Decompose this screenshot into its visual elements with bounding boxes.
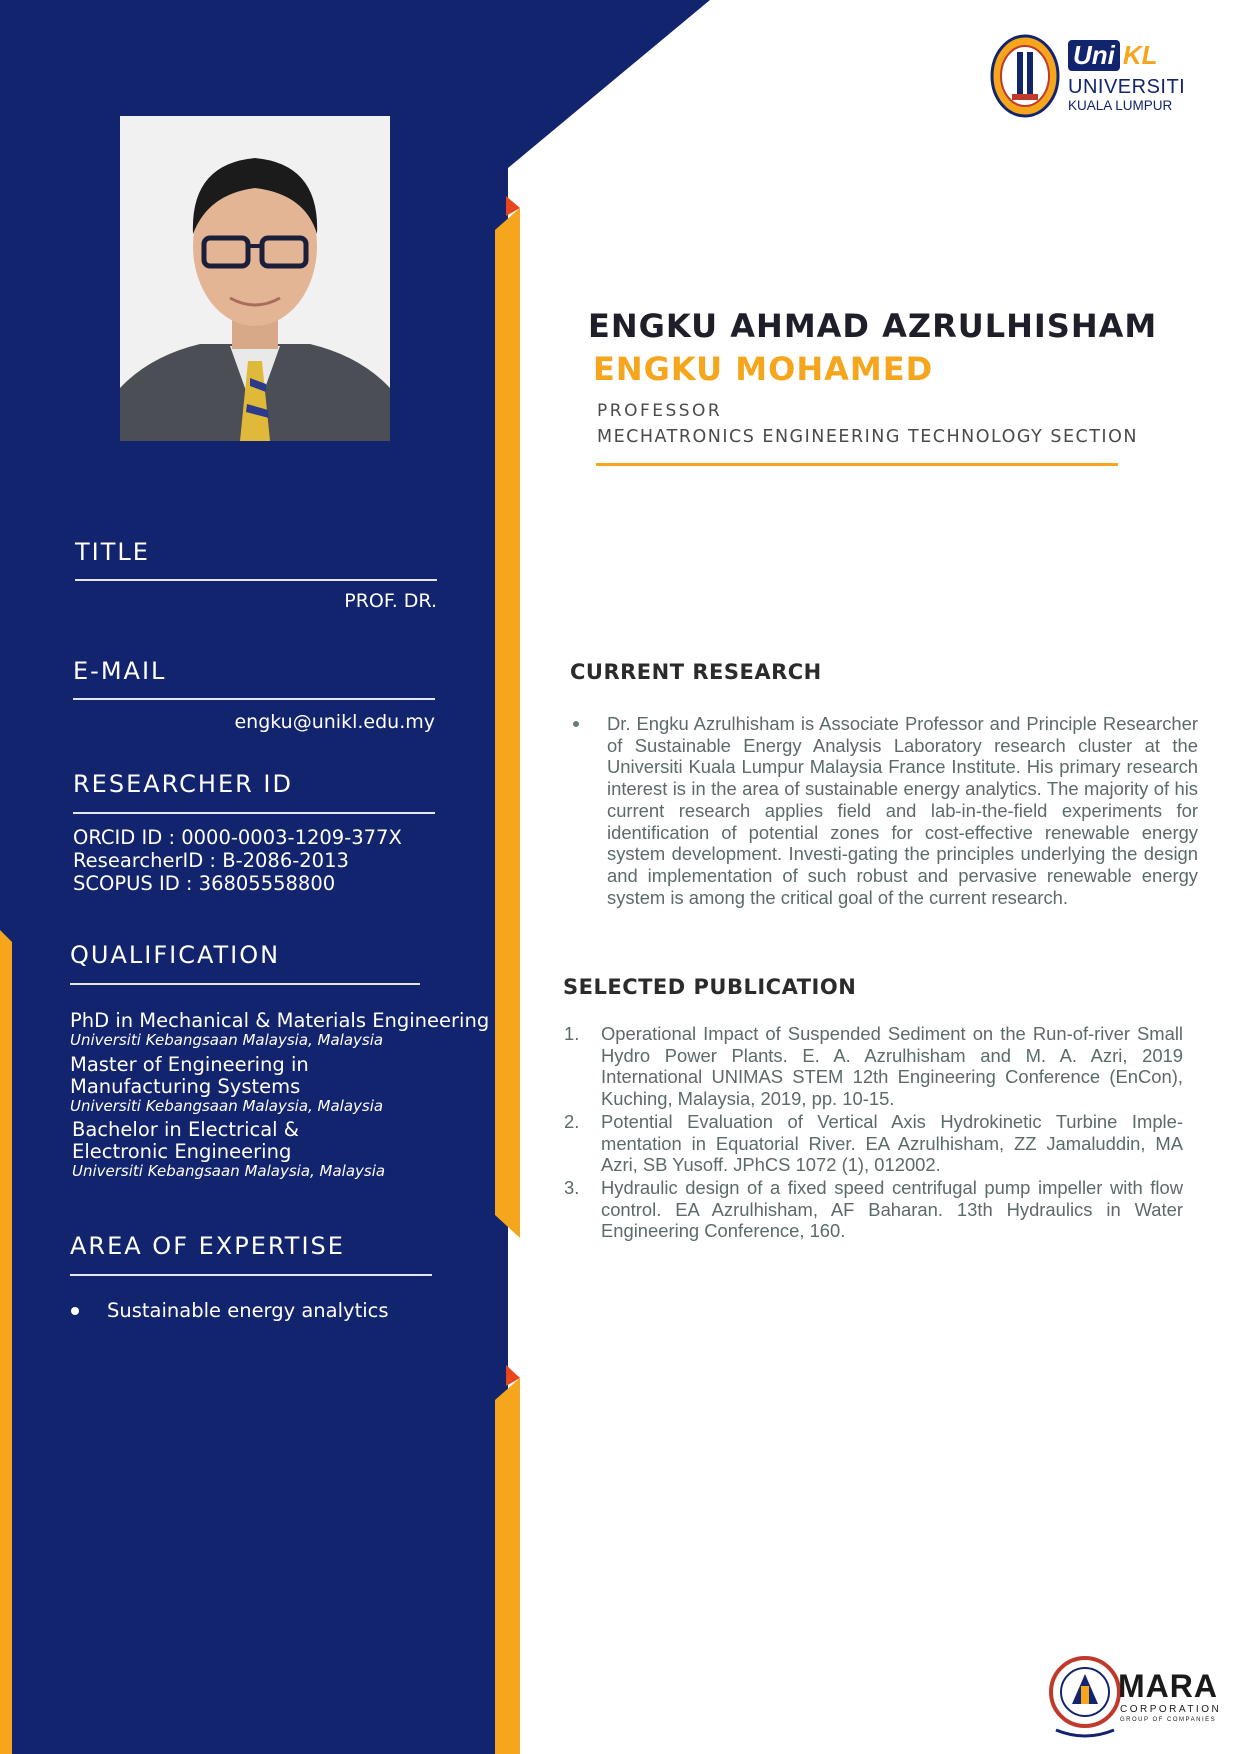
orcid-id: ORCID ID : 0000-0003-1209-377X xyxy=(73,826,402,849)
mara-brand: MARA xyxy=(1118,1668,1218,1704)
scopus-id: SCOPUS ID : 36805558800 xyxy=(73,872,336,895)
qualification-1-degree: PhD in Mechanical & Materials Engineering xyxy=(70,1009,490,1032)
expertise-bullet xyxy=(71,1307,79,1315)
unikl-brand-kl: KL xyxy=(1122,40,1158,70)
orange-accent-bottom xyxy=(495,1378,520,1754)
publication-1-text: Operational Impact of Suspended Sediment on the Run-of-river Small Hydro Power Plants. E. A. Azrulhisham and M. A. Azri, 2019 International UNIMAS STEM 12th Engineering Conference (EnCon), Kuching, Malaysia, 2019, pp. 10-15. xyxy=(601,1023,1183,1110)
title-value: PROF. DR. xyxy=(344,590,437,612)
current-research-bullet xyxy=(573,721,579,727)
unikl-line1: UNIVERSITI xyxy=(1068,76,1186,98)
unikl-line2: KUALA LUMPUR xyxy=(1068,98,1173,113)
qualification-3-institution: Universiti Kebangsaan Malaysia, Malaysia xyxy=(72,1162,386,1180)
position-title: PROFESSOR xyxy=(597,401,723,421)
researcher-id-rule xyxy=(73,812,435,814)
title-heading: TITLE xyxy=(75,538,150,566)
expertise-item-1: Sustainable energy analytics xyxy=(107,1299,389,1322)
publication-1-number: 1. xyxy=(564,1023,580,1044)
researcher-id-heading: RESEARCHER ID xyxy=(73,770,293,798)
unikl-logo xyxy=(990,34,1190,124)
publication-2-number: 2. xyxy=(564,1111,580,1132)
publication-3-text: Hydraulic design of a fixed speed centrifugal pump impeller with flow control. EA Azrulhisham, AF Baharan. 13th Hydraulics in Water Engineering Conference, 160. xyxy=(601,1177,1183,1242)
qualification-3-degree-line2: Electronic Engineering xyxy=(72,1140,292,1163)
unikl-brand-uni: Uni xyxy=(1068,40,1120,71)
current-research-text: Dr. Engku Azrulhisham is Associate Professor and Principle Researcher of Sustainable Energy Analysis Laboratory research cluster at the Universiti Kuala Lumpur Malaysia France Institute. His primary research interest is in the area of sustainable energy analytics. The majority of his current research applies field and lab-in-the-field experiments for identification of potential zones for cost-effective renewable energy system development. Investi-gating the principles underlying the design and implementation of such robust and pervasive renewable energy system is among the critical goal of the current research. xyxy=(607,713,1198,908)
publications-heading: SELECTED PUBLICATION xyxy=(563,975,857,999)
name-line-2: ENGKU MOHAMED xyxy=(593,350,934,388)
mara-line2: GROUP OF COMPANIES xyxy=(1120,1717,1217,1723)
researcherid: ResearcherID : B-2086-2013 xyxy=(73,849,349,872)
mara-seal-icon xyxy=(1048,1652,1122,1742)
publication-3-number: 3. xyxy=(564,1177,580,1198)
qualification-1-institution: Universiti Kebangsaan Malaysia, Malaysia xyxy=(70,1031,384,1049)
expertise-rule xyxy=(70,1274,432,1276)
qualification-heading: QUALIFICATION xyxy=(70,941,281,969)
profile-photo xyxy=(120,116,390,441)
qualification-2-degree-line1: Master of Engineering in xyxy=(70,1053,309,1076)
mara-logo xyxy=(1118,1668,1222,1728)
name-line-1: ENGKU AHMAD AZRULHISHAM xyxy=(588,307,1158,345)
unikl-seal-icon xyxy=(990,34,1060,118)
department: MECHATRONICS ENGINEERING TECHNOLOGY SECTION xyxy=(597,427,1138,447)
orange-accent-left xyxy=(0,930,12,1754)
qualification-rule xyxy=(70,983,420,985)
qualification-2-institution: Universiti Kebangsaan Malaysia, Malaysia xyxy=(70,1097,384,1115)
mara-seal xyxy=(1048,1652,1122,1742)
qualification-3-degree-line1: Bachelor in Electrical & xyxy=(72,1118,299,1141)
title-rule xyxy=(75,579,437,581)
profile-photo-illustration xyxy=(120,116,390,441)
orange-accent-top xyxy=(495,208,520,1238)
qualification-2-degree-line2: Manufacturing Systems xyxy=(70,1075,301,1098)
email-value[interactable]: engku@unikl.edu.my xyxy=(234,711,435,733)
expertise-heading: AREA OF EXPERTISE xyxy=(70,1232,345,1260)
email-rule xyxy=(73,698,435,700)
mara-line1: CORPORATION xyxy=(1120,1704,1222,1715)
name-underline xyxy=(596,463,1118,466)
publication-2-text: Potential Evaluation of Vertical Axis Hydrokinetic Turbine Imple-mentation in Equatorial River. EA Azrulhisham, ZZ Jamaluddin, MA Azri, SB Yusoff. JPhCS 1072 (1), 012002. xyxy=(601,1111,1183,1176)
email-heading: E-MAIL xyxy=(73,657,167,685)
current-research-heading: CURRENT RESEARCH xyxy=(570,660,822,684)
